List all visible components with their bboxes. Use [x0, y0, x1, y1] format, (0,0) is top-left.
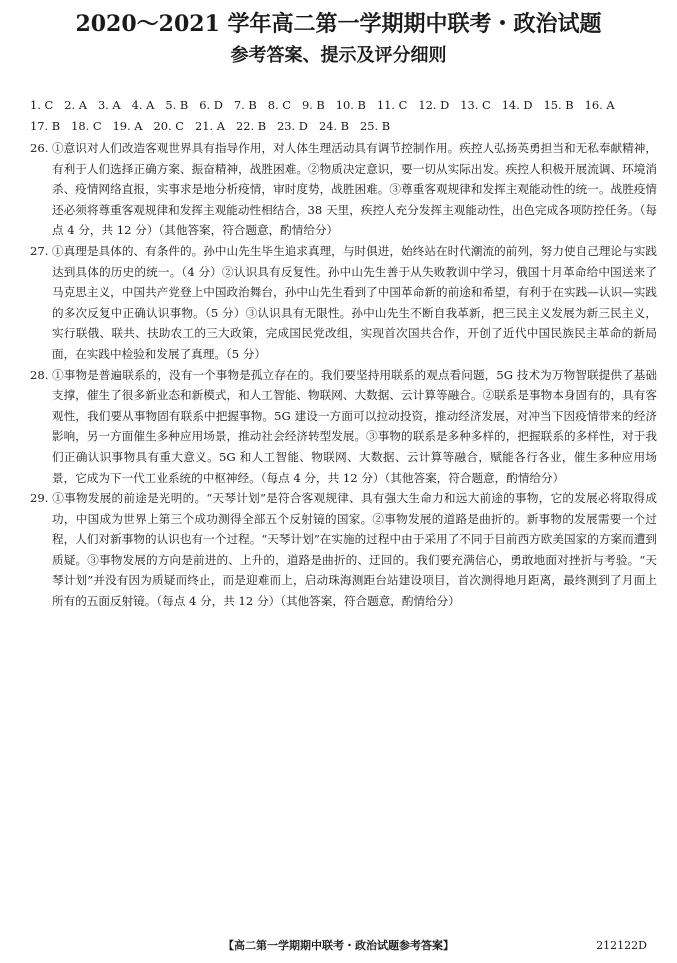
- answer-item: 20. C: [153, 119, 184, 133]
- answer-item: 1. C: [30, 98, 54, 112]
- answer-item: 21. A: [194, 119, 225, 133]
- question-number: 28.: [30, 367, 49, 382]
- answer-item: 19. A: [112, 119, 143, 133]
- answer-item: 5. B: [165, 98, 189, 112]
- answer-item: 14. D: [501, 98, 533, 112]
- page-footer: [0, 937, 677, 955]
- question-number: 27.: [30, 243, 49, 258]
- question-answer-text: ①真理是具体的、有条件的。孙中山先生毕生追求真理，与时俱进，始终站在时代潮流的前列，努力使自己理论与实践达到具体的历史的统一。（4 分）②认识具有反复性。孙中山先生善于从失败教训中学习，俄国十月革命给中国送来了马克思主义，中国共产党登上中国政治舞台，孙中山先生看到了中国革命新的前途和希望，有利于在实践—认识—实践的多次反复中正确认识事物。（5 分）③认识具有无限性。孙中山先生不断自我革新，把三民主义发展为新三民主义，实行联俄、联共、扶助农工的三大政策，完成国民党改组，实现首次国共合作，开创了近代中国民族民主革命的新局面，在实践中检验和发展了真理。（5 分）: [52, 243, 657, 361]
- question-29: [30, 488, 657, 612]
- answer-item: 8. C: [267, 98, 291, 112]
- document-subtitle: 参考答案、提示及评分细则: [230, 45, 447, 66]
- answer-item: 23. D: [277, 119, 308, 133]
- question-answer-text: ①事物是普遍联系的，没有一个事物是孤立存在的。我们要坚持用联系的观点看问题，5G 技术为万物智联提供了基础支撑，催生了很多新业态和新模式，和人工智能、物联网、大数据、云计算等融合。②联系是事物本身固有的，具有客观性，我们要从事物固有联系中把握事物。5G 建设一方面可以拉动投资，推动经济发展，对冲当下因疫情带来的经济影响，另一方面催生多种应用场景，推动社会经济转型发展。③事物的联系是多种多样的，把握联系的多样性，对于我们正确认识事物具有重大意义。5G 和人工智能、物联网、大数据、云计算等融合，赋能各行各业，催生多种应用场景，它成为下一代工业系统的中枢神经。（每点 4 分，共 12 分）（其他答案，符合题意，酌情给分）: [52, 367, 657, 485]
- answer-item: 2. A: [64, 98, 87, 112]
- question-answer-text: ①意识对人们改造客观世界具有指导作用，对人体生理活动具有调节控制作用。疾控人弘扬英勇担当和无私奉献精神，有利于人们选择正确方案、振奋精神，战胜困难。②物质决定意识，要一切从实际出发。疾控人积极开展流调、环境消杀、疫情网络直报，实事求是地分析疫情，审时度势，战胜困难。③尊重客观规律和发挥主观能动性的统一。战胜疫情还必须将尊重客观规律和发挥主观能动性相结合，38 天里，疾控人充分发挥主观能动性，出色完成各项防控任务。（每点 4 分，共 12 分）（其他答案，符合题意，酌情给分）: [52, 141, 657, 238]
- answer-item: 3. A: [97, 98, 121, 112]
- question-number: 26.: [30, 141, 49, 155]
- multiple-choice-answers: [30, 95, 655, 137]
- answer-item: 11. C: [376, 98, 408, 112]
- answer-row-2: [30, 116, 655, 137]
- answer-item: 7. B: [233, 98, 257, 112]
- answer-item: 10. B: [335, 98, 366, 112]
- question-26: [30, 138, 657, 241]
- question-27: [30, 241, 657, 365]
- question-28: [30, 365, 657, 489]
- answer-item: 13. C: [460, 98, 491, 112]
- document-code: 212122D: [596, 939, 647, 952]
- question-answer-text: ①事物发展的前途是光明的。“天琴计划”是符合客观规律、具有强大生命力和远大前途的事物，它的发展必将取得成功，中国成为世界上第三个成功测得全部五个反射镜的国家。②事物发展的道路是曲折的。新事物的发展需要一个过程，人们对新事物的认识也有一个过程。“天琴计划”在实施的过程中由于采用了不同于目前西方欧美国家的方案而遭到质疑。③事物发展的方向是前进的、上升的，道路是曲折的、迂回的。我们要充满信心，勇敢地面对挫折与考验。“天琴计划”并没有因为质疑而终止，而是迎难而上，启动珠海测距台站建设项目，首次测得地月距离，最终测到了月面上所有的五面反射镜。（每点 4 分，共 12 分）（其他答案，符合题意，酌情给分）: [52, 491, 657, 609]
- answer-item: 6. D: [199, 98, 223, 112]
- answer-item: 22. B: [235, 119, 267, 133]
- answer-item: 16. A: [584, 98, 615, 112]
- answer-row-1: [30, 95, 655, 116]
- answer-item: 18. C: [71, 119, 102, 133]
- answer-item: 25. B: [360, 119, 391, 133]
- footer-label: 【高二第一学期期中联考・政治试题参考答案】: [223, 939, 454, 952]
- document-title: 2020～2021 学年高二第一学期期中联考・政治试题: [75, 11, 602, 37]
- answer-item: 15. B: [543, 98, 574, 112]
- subjective-answers: [30, 138, 657, 612]
- answer-item: 24. B: [318, 119, 350, 133]
- question-number: 29.: [30, 491, 49, 506]
- answer-item: 9. B: [301, 98, 325, 112]
- answer-item: 17. B: [30, 119, 61, 133]
- answer-item: 4. A: [131, 98, 155, 112]
- answer-item: 12. D: [418, 98, 450, 112]
